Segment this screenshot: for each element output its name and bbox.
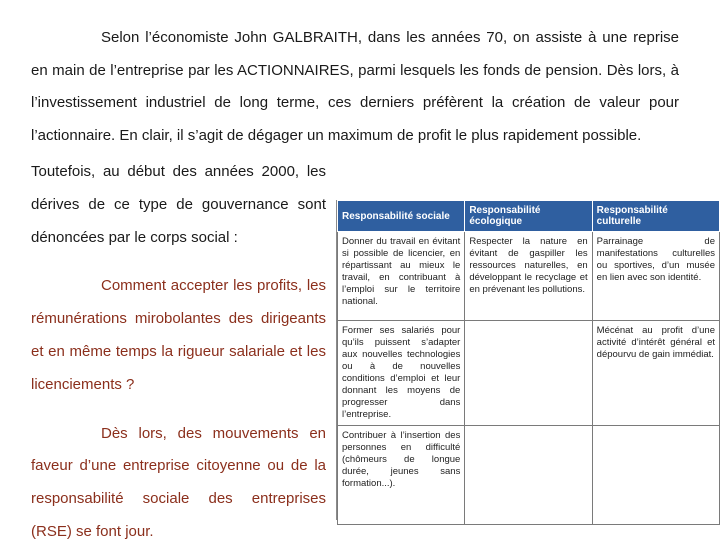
table-cell: Respecter la nature en évitant de gaspiller les ressources naturelles, en développant le recyclage et en prévenant les pollutions. — [465, 232, 592, 321]
responsibility-table — [337, 200, 720, 525]
question-text: Comment accepter les profits, les rémunérations mirobolantes des dirigeants et en même temps la rigueur salariale et les licenciements ? — [31, 277, 326, 393]
responsibility-table-container — [336, 200, 720, 520]
conclusion-paragraph — [31, 418, 326, 549]
table-cell: Mécénat au profit d’une activité d’intérêt général et dépourvu de gain immédiat. — [592, 321, 719, 426]
intro-text: Selon l’économiste John GALBRAITH, dans les années 70, on assiste à une reprise en main de l’entreprise par les ACTIONNAIRES, parmi lesquels les fonds de pension. Dès lors, à l’investissement industriel de long terme, ces derniers préfèrent la création de valeur pour l’actionnaire. En clair, il s’agit de dégager un maximum de profit le plus rapidement possible. — [31, 29, 679, 144]
intro-paragraph — [31, 22, 679, 152]
left-column — [31, 156, 326, 549]
header-social: Responsabilité sociale — [338, 201, 465, 232]
table-cell — [465, 321, 592, 426]
header-ecological: Responsabilité écologique — [465, 201, 592, 232]
table-header-row — [338, 201, 720, 232]
table-row — [338, 426, 720, 525]
table-cell: Former ses salariés pour qu’ils puissent s’adapter aux nouvelles technologies ou à de nouvelles conditions d’emploi et leur donnant les moyens de progresser dans l’entreprise. — [338, 321, 465, 426]
table-row — [338, 232, 720, 321]
header-cultural: Responsabilité culturelle — [592, 201, 719, 232]
table-cell — [465, 426, 592, 525]
context-paragraph: Toutefois, au début des années 2000, les dérives de ce type de gouvernance sont dénoncées par le corps social : — [31, 163, 326, 246]
table-cell — [592, 426, 719, 525]
table-row — [338, 321, 720, 426]
table-cell: Contribuer à l’insertion des personnes en difficulté (chômeurs de longue durée, jeunes sans formation...). — [338, 426, 465, 525]
table-cell: Donner du travail en évitant si possible de licencier, en répartissant au mieux le travail, en contribuant à l’emploi sur le territoire national. — [338, 232, 465, 321]
table-cell: Parrainage de manifestations culturelles ou sportives, d’un musée en lien avec son identité. — [592, 232, 719, 321]
question-paragraph — [31, 270, 326, 401]
conclusion-text: Dès lors, des mouvements en faveur d’une entreprise citoyenne ou de la responsabilité sociale des entreprises (RSE) se font jour. — [31, 424, 326, 540]
